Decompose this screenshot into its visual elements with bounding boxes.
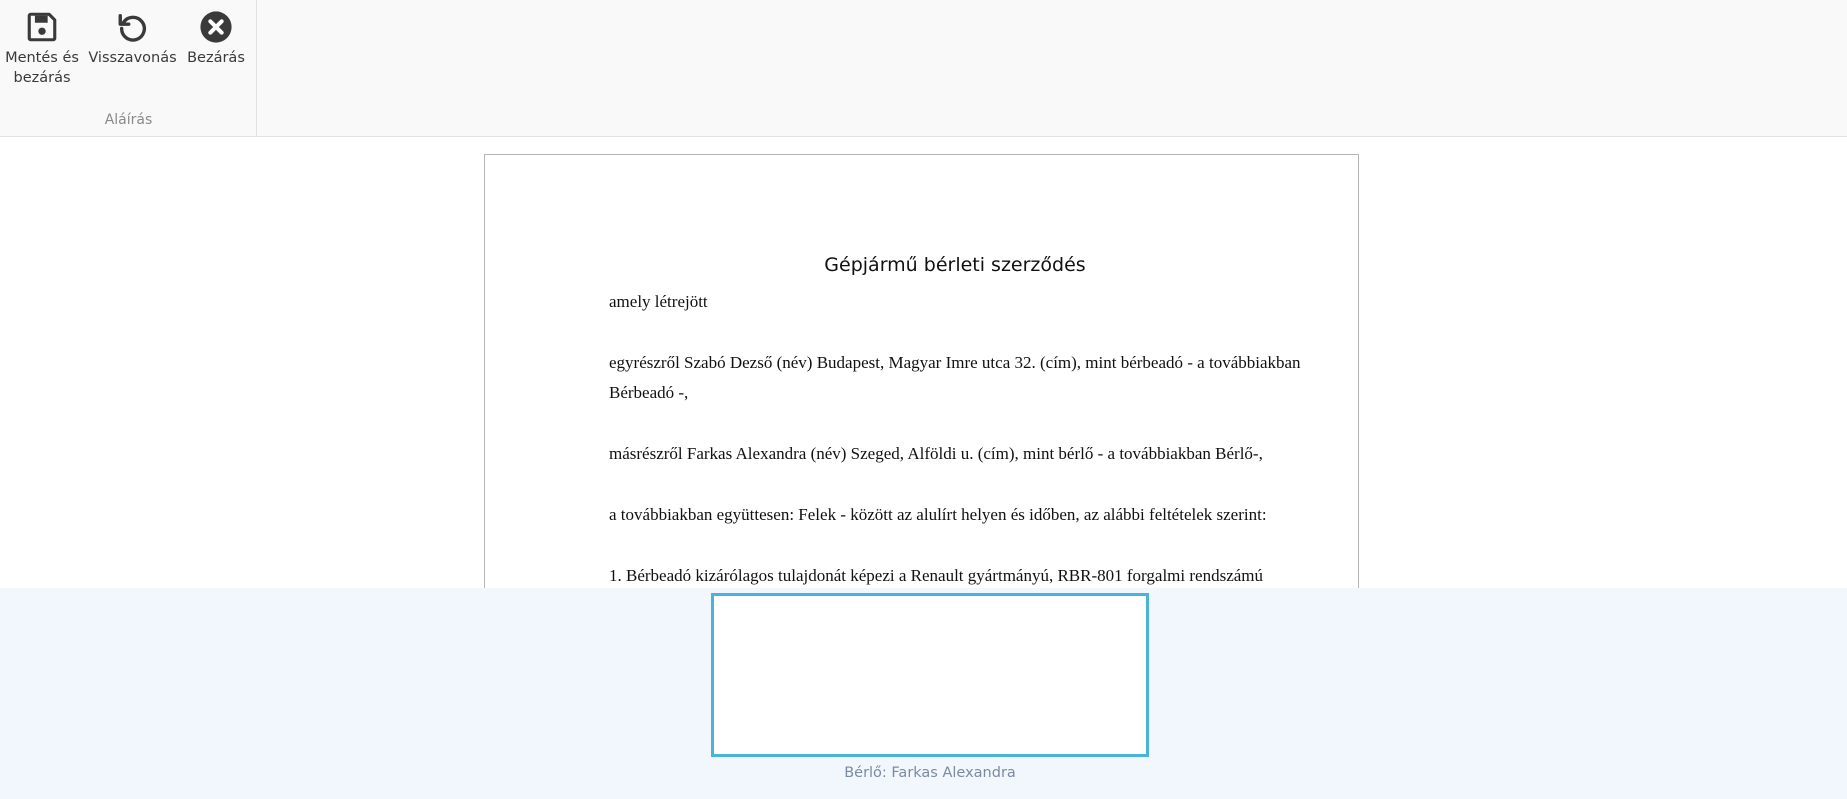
undo-button[interactable]: [85, 10, 180, 68]
document-paragraph: egyrészről Szabó Dezső (név) Budapest, Magyar Imre utca 32. (cím), mint bérbeadó - a továbbiakban Bérbeadó -,: [609, 353, 1301, 402]
close-label: Bezárás: [187, 50, 245, 66]
undo-label: Visszavonás: [88, 50, 177, 66]
document-body: [609, 287, 1309, 588]
document-paragraph: a továbbiakban együttesen: Felek - között az alulírt helyen és időben, az alábbi feltételek szerint:: [609, 505, 1267, 524]
document-viewer[interactable]: [0, 138, 1847, 588]
save-and-close-label-line2: bezárás: [13, 70, 71, 86]
ribbon-group-signature: [0, 0, 257, 137]
document-paragraph: másrészről Farkas Alexandra (név) Szeged, Alföldi u. (cím), mint bérlő - a továbbiakban Bérlő-,: [609, 444, 1263, 463]
save-and-close-button[interactable]: [2, 10, 82, 88]
undo-icon: [116, 10, 150, 44]
document-page: [484, 154, 1359, 588]
close-circle-icon: [199, 10, 233, 44]
document-title: Gépjármű bérleti szerződés: [824, 254, 1086, 276]
ribbon-toolbar: [0, 0, 1847, 137]
ribbon-group-label: Aláírás: [104, 112, 153, 128]
signature-pad[interactable]: [711, 593, 1149, 757]
save-and-close-label-line1: Mentés és: [5, 50, 79, 66]
document-paragraph: 1. Bérbeadó kizárólagos tulajdonát képezi a Renault gyártmányú, RBR-801 forgalmi rendszámú: [609, 566, 1264, 585]
close-button[interactable]: [183, 10, 249, 68]
floppy-disk-icon: [25, 10, 59, 44]
signature-signer-label: Bérlő: Farkas Alexandra: [844, 765, 1016, 781]
signature-panel: [0, 588, 1847, 799]
document-paragraph: amely létrejött: [609, 292, 708, 311]
